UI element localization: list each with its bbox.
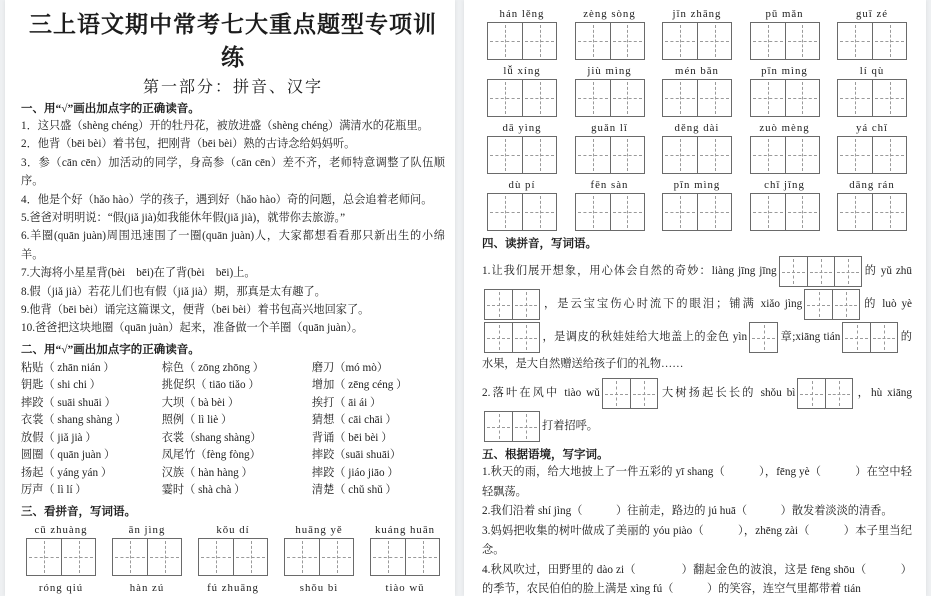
grid-cell [512, 323, 539, 352]
worksheet-page-1 [5, 0, 455, 596]
word-entry: 霎时（ shà chà ） [161, 484, 246, 497]
grid-cell [485, 290, 512, 319]
pinyin-label: kuáng huān [374, 523, 436, 536]
pinyin-word-unit [365, 524, 445, 576]
grid-cell [522, 137, 556, 173]
pinyin-label: tiào wǔ [385, 581, 425, 594]
grid-cell [838, 137, 872, 173]
grid-cell [576, 137, 610, 173]
writing-grid [575, 136, 645, 174]
section5-items [482, 463, 912, 596]
grid-cell [488, 80, 522, 116]
pinyin-label: fēn sàn [590, 179, 629, 191]
table-row [21, 447, 445, 465]
grid-cell [798, 379, 825, 408]
pinyin-grid-row [482, 179, 912, 231]
grid-cell [663, 137, 697, 173]
writing-grid [779, 256, 862, 287]
writing-grid [487, 193, 557, 231]
word-entry: 摔跤（suāi shuāi） [311, 449, 402, 462]
pinyin-label: dāng rán [849, 179, 895, 191]
word-entry: 衣裳（shang shàng） [161, 431, 262, 444]
pinyin-word-unit [21, 524, 101, 576]
pinyin-word-unit [107, 524, 187, 576]
writing-grid [484, 289, 540, 320]
grid-cell [488, 137, 522, 173]
grid-cell [872, 194, 906, 230]
pinyin-word-unit [482, 179, 562, 231]
pinyin-word-unit [832, 179, 912, 231]
writing-grid [750, 22, 820, 60]
pinyin-label: huāng yě [295, 523, 343, 536]
pinyin-label: zèng sòng [583, 8, 636, 20]
grid-cell [780, 257, 807, 286]
writing-grid [750, 136, 820, 174]
word-entry: 大坝（ bà bèi ） [161, 396, 240, 409]
writing-grid [575, 193, 645, 231]
grid-cell [319, 539, 353, 575]
pinyin-word-unit [657, 65, 737, 117]
writing-grid [662, 136, 732, 174]
grid-cell [488, 194, 522, 230]
pinyin-label: hán lěng [499, 8, 545, 20]
grid-cell [870, 323, 897, 352]
writing-grid [487, 136, 557, 174]
pinyin-label: cū zhuàng [34, 523, 88, 536]
grid-cell [610, 80, 644, 116]
pinyin-word-unit [570, 179, 650, 231]
section3-row1 [21, 524, 445, 576]
writing-grid [837, 136, 907, 174]
writing-grid [112, 538, 182, 576]
grid-cell [405, 539, 439, 575]
grid-cell [488, 23, 522, 59]
pinyin-label: pīn mìng [673, 179, 721, 191]
pinyin-label: ān jìng [128, 523, 166, 536]
question-text: 的 luò yè [862, 298, 912, 311]
pinyin-label: lí qù [859, 65, 885, 77]
grid-cell [485, 323, 512, 352]
grid-cell [147, 539, 181, 575]
pinyin-word-unit [745, 65, 825, 117]
word-entry: 钥匙（ shi chi ） [21, 379, 101, 392]
pinyin-label: dā yìng [502, 122, 542, 134]
question-text: ，是云宝宝伤心时流下的眼泪；铺满 xiǎo jìng [542, 298, 803, 311]
question-text: ，hù xiāng [855, 387, 912, 400]
page-subtitle: 第一部分：拼音、汉字 [142, 79, 323, 96]
word-entry: 挑促织（ tiāo tiǎo ） [161, 379, 260, 392]
writing-grid [837, 22, 907, 60]
table-row [21, 482, 445, 500]
section3-heading: 三、看拼音，写词语。 [21, 505, 136, 518]
pinyin-grid-row [482, 65, 912, 117]
grid-cell [838, 23, 872, 59]
question-item: 8.假（jiǎ jià）若花儿们也有假（jiǎ jià）期，那真是太有趣了。 [21, 285, 326, 298]
word-entry: 背诵（ bēi bèi ） [311, 431, 393, 444]
question-text: 打着招呼。 [542, 420, 598, 433]
word-entry: 汉族（ hàn hàng ） [161, 466, 253, 479]
pinyin-label: děng dài [674, 122, 720, 134]
section1-heading: 一、用“√”画出加点字的正确读音。 [21, 103, 200, 115]
section4-item1 [482, 255, 912, 374]
table-row [21, 465, 445, 483]
table-row [21, 395, 445, 413]
grid-cell [785, 23, 819, 59]
word-entry: 凤尾竹（fèng fòng） [161, 449, 261, 462]
pinyin-label: zuò mèng [759, 122, 810, 134]
pinyin-label: chī jīng [764, 179, 805, 191]
grid-cell [838, 80, 872, 116]
question-item: 3．参（cān cēn）加活动的同学，身高参（cān cēn）差不齐，老师特意调整了队伍顺序。 [21, 156, 445, 188]
word-entry: 摔跤（ jiáo jiāo ） [311, 466, 399, 479]
grid-cell [751, 80, 785, 116]
question-text: 1.让我们展开想象，用心体会自然的奇妙：liàng jīng jīng [482, 265, 777, 278]
word-entry: 扬起（ yáng yán ） [21, 466, 113, 479]
writing-grid [575, 79, 645, 117]
section1-items [21, 117, 445, 338]
question-item: 2.我们沿着 shí jìng（ ）往前走，路边的 jú huā（ ）散发着淡淡的清香。 [482, 505, 893, 517]
pinyin-label: guī zé [855, 8, 889, 20]
grid-cell [603, 379, 630, 408]
grid-cell [285, 539, 319, 575]
grid-cell [610, 194, 644, 230]
question-item: 1.秋天的雨，给大地披上了一件五彩的 yī shang（ ），fēng yè（ ）在空中轻轻飘荡。 [482, 466, 912, 498]
question-text: 章;xiāng tián [780, 331, 841, 344]
grid-cell [576, 23, 610, 59]
pinyin-word-unit [832, 122, 912, 174]
section4-heading: 四、读拼音，写词语。 [482, 238, 597, 250]
question-item: 2．他背（bēi bèi）着书包，把刚背（bēi bèi）熟的古诗念给妈妈听。 [21, 138, 356, 151]
pinyin-word-unit [745, 122, 825, 174]
pinyin-word-unit [657, 122, 737, 174]
table-row [21, 377, 445, 395]
grid-cell [832, 290, 859, 319]
question-text: 的 yǔ zhū [863, 265, 912, 278]
grid-cell [751, 137, 785, 173]
pinyin-word-unit [193, 524, 273, 576]
section4-item2 [482, 377, 912, 443]
pinyin-label: fú zhuāng [207, 581, 259, 594]
grid-cell [630, 379, 657, 408]
writing-grid [26, 538, 96, 576]
question-item: 9.他背（bēi bèi）诵完这篇课文，便背（bēi bèi）着书包高兴地回家了。 [21, 304, 370, 317]
page-title: 三上语文期中常考七大重点题型专项训练 [29, 12, 437, 70]
question-item: 6.羊圈(quān juàn)周围迅速围了一圈(quān juàn)人，大家都想看看那只新出生的小绵羊。 [21, 230, 445, 261]
pinyin-label: lǚ xíng [503, 65, 541, 77]
word-entry: 放假（ jiǎ jià ） [21, 431, 97, 444]
writing-grid [842, 322, 898, 353]
pinyin-label: guǎn lǐ [591, 122, 628, 134]
writing-grid [750, 79, 820, 117]
grid-cell [697, 137, 731, 173]
pinyin-label: yá chǐ [855, 122, 889, 134]
pinyin-label: pīn mìng [761, 65, 808, 77]
writing-grid [837, 79, 907, 117]
grid-cell [663, 80, 697, 116]
grid-cell [610, 137, 644, 173]
grid-cell [697, 23, 731, 59]
pinyin-grid-row [482, 8, 912, 60]
table-row [21, 430, 445, 448]
grid-cell [522, 194, 556, 230]
question-item: 3.妈妈把收集的树叶做成了美丽的 yóu piào（ ），zhēng zài（ ）本子里当纪念。 [482, 524, 912, 556]
pinyin-label: dù pí [508, 179, 536, 191]
grid-cell [576, 194, 610, 230]
writing-grid [484, 411, 540, 442]
word-entry: 摔跤（ suāi shuāi ） [21, 396, 116, 409]
pinyin-word-unit [745, 8, 825, 60]
section3-continued [482, 8, 912, 231]
pinyin-word-unit [482, 8, 562, 60]
pinyin-word-unit [570, 122, 650, 174]
section2-word-table [21, 360, 445, 500]
word-entry: 照例（ lì liè ） [161, 414, 233, 427]
grid-cell [663, 194, 697, 230]
writing-grid [284, 538, 354, 576]
grid-cell [825, 379, 852, 408]
section2-heading: 二、用“√”画出加点字的正确读音。 [21, 343, 200, 356]
question-text: 的水果，是大自然赠送给孩子们的礼物…… [482, 331, 912, 370]
pinyin-label: jǐn zhāng [672, 8, 722, 20]
word-entry: 挨打（ āi ái ） [311, 396, 382, 409]
grid-cell [27, 539, 61, 575]
writing-grid [602, 378, 658, 409]
pinyin-word-unit [832, 65, 912, 117]
question-item: 5.爸爸对明明说：“假(jiǎ jià)如我能休年假(jiǎ jià)，就带你去旅游。” [21, 212, 346, 225]
pinyin-word-unit [657, 8, 737, 60]
pinyin-word-unit [279, 524, 359, 576]
word-entry: 衣裳（ shang shàng ） [21, 414, 127, 427]
writing-grid [487, 79, 557, 117]
word-entry: 厉声（ lì lí ） [21, 484, 87, 497]
section3-row2-pinyin [21, 582, 445, 596]
grid-cell [785, 80, 819, 116]
table-row [21, 360, 445, 378]
grid-cell [843, 323, 870, 352]
grid-cell [371, 539, 405, 575]
grid-cell [610, 23, 644, 59]
writing-grid [487, 22, 557, 60]
pinyin-word-unit [570, 8, 650, 60]
writing-grid [750, 193, 820, 231]
grid-cell [697, 80, 731, 116]
word-entry: 棕色（ zōng zhōng ） [161, 361, 264, 374]
pinyin-label: hàn zú [129, 581, 165, 594]
pinyin-word-unit [745, 179, 825, 231]
writing-grid [198, 538, 268, 576]
writing-grid [662, 79, 732, 117]
pinyin-word-unit [657, 179, 737, 231]
grid-cell [838, 194, 872, 230]
word-entry: 增加（ zēng céng ） [311, 379, 408, 392]
pinyin-label: kǒu dí [216, 523, 250, 536]
word-entry: 粘贴（ zhān nián ） [21, 361, 115, 374]
question-text: ，是调皮的秋娃娃给大地盖上的金色 yìn [542, 331, 748, 344]
grid-cell [663, 23, 697, 59]
grid-cell [522, 80, 556, 116]
pinyin-label: shǒu bì [299, 581, 339, 594]
grid-cell [751, 194, 785, 230]
writing-grid [370, 538, 440, 576]
question-text: 大树扬起长长的 shǒu bì [659, 387, 796, 400]
pinyin-label: pū mǎn [765, 8, 804, 20]
writing-grid [804, 289, 860, 320]
question-item: 4.秋风吹过，田野里的 dào zi（ ）翻起金色的波浪，这是 fēng shōu（ ）的季节，农民伯伯的脸上满是 xìng fú（ ）的笑容，连空气里都带着 tián [482, 563, 912, 595]
grid-cell [872, 23, 906, 59]
word-entry: 清楚（ chǔ shǔ ） [311, 484, 397, 497]
question-item: 10.爸爸把这块地圈（quān juàn）起来，准备做一个羊圈（quān juàn）。 [21, 322, 364, 335]
pinyin-grid-row [482, 122, 912, 174]
grid-cell [522, 23, 556, 59]
grid-cell [61, 539, 95, 575]
grid-cell [872, 137, 906, 173]
grid-cell [872, 80, 906, 116]
grid-cell [233, 539, 267, 575]
question-text: 2.落叶在风中 tiào wǔ [482, 387, 600, 400]
question-item: 7.大海将小星星背(bèi bēi)在了背(bèi bēi)上。 [21, 267, 256, 280]
grid-cell [785, 194, 819, 230]
grid-cell [785, 137, 819, 173]
grid-cell [512, 290, 539, 319]
table-row [21, 412, 445, 430]
writing-grid [837, 193, 907, 231]
writing-grid [484, 322, 540, 353]
writing-grid [662, 193, 732, 231]
worksheet-page-2 [464, 0, 926, 596]
section5-heading: 五、根据语境，写字词。 [482, 449, 609, 461]
grid-cell [807, 257, 834, 286]
word-entry: 猜想（ cāi chāi ） [311, 414, 397, 427]
pinyin-label: róng qiú [38, 581, 84, 594]
word-entry: 磨刀（mó mò） [311, 361, 389, 374]
grid-cell [113, 539, 147, 575]
grid-cell [805, 290, 832, 319]
grid-cell [750, 323, 777, 352]
writing-grid [797, 378, 853, 409]
pinyin-word-unit [570, 65, 650, 117]
pinyin-word-unit [832, 8, 912, 60]
writing-grid [749, 322, 778, 353]
grid-cell [485, 412, 512, 441]
writing-grid [662, 22, 732, 60]
grid-cell [199, 539, 233, 575]
pinyin-label: mén bǎn [675, 65, 719, 77]
grid-cell [751, 23, 785, 59]
pinyin-word-unit [482, 65, 562, 117]
pinyin-label: jiù mìng [587, 65, 632, 77]
writing-grid [575, 22, 645, 60]
question-item: 1．这只盛（shèng chéng）开的牡丹花，被放进盛（shèng chéng）满清水的花瓶里。 [21, 120, 429, 132]
pinyin-word-unit [482, 122, 562, 174]
grid-cell [697, 194, 731, 230]
question-item: 4．他是个好（hǎo hào）学的孩子，遇到好（hǎo hào）奇的问题，总会追着老师问。 [21, 193, 433, 206]
word-entry: 圆圈（ quān juàn ） [21, 449, 116, 462]
grid-cell [576, 80, 610, 116]
grid-cell [834, 257, 861, 286]
grid-cell [512, 412, 539, 441]
